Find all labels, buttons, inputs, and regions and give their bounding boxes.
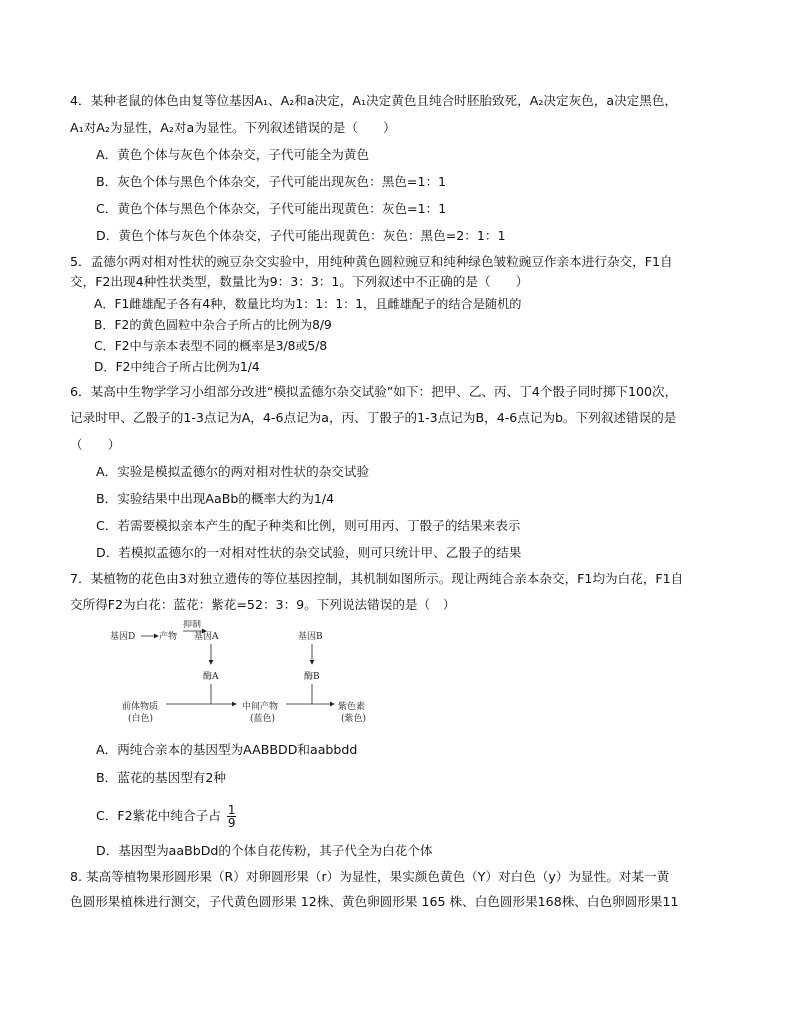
enzyme-b-label: 酶B [304, 672, 320, 682]
q7-stem-line1: 7．某植物的花色由3对独立遗传的等位基因控制，其机制如图所示。现让两纯合亲本杂交，F1均为白花，F1自 [70, 571, 684, 586]
intermediate-label: 中间产物 [242, 702, 279, 712]
q7-option-a: A．两纯合亲本的基因型为AABBDD和aabbdd [96, 742, 358, 757]
q7-stem-line2: 交所得F2为白花：蓝花：紫花=52：3：9。下列说法错误的是（ ） [70, 597, 456, 612]
q7-option-d: D．基因型为aaBbDd的个体自花传粉，其子代全为白花个体 [96, 843, 433, 858]
product-label: 产物 [159, 632, 178, 642]
pigment-label: 紫色素 [338, 702, 366, 712]
fraction-numerator: 1 [227, 803, 236, 817]
q5-stem-line2: 交，F2出现4种性状类型，数量比为9：3：3：1。下列叙述中不正确的是（ ） [70, 274, 529, 289]
q6-option-d: D．若模拟孟德尔的一对相对性状的杂交试验，则可只统计甲、乙骰子的结果 [96, 545, 522, 560]
q7-option-c-text: C．F2紫花中纯合子占 [96, 808, 221, 823]
q5-option-b: B．F2的黄色圆粒中杂合子所占的比例为8/9 [94, 318, 332, 332]
inhibit-label: 抑制 [183, 620, 202, 630]
pigment-color-label: (紫色) [341, 714, 367, 724]
q8-stem-line1: 8. 某高等植物果形圆形果（R）对卵圆形果（r）为显性，果实颜色黄色（Y）对白色（y）为显性。对某一黄 [70, 869, 670, 884]
gene-a-label: 基因A [194, 632, 219, 642]
q4-option-d: D．黄色个体与灰色个体杂交，子代可能出现黄色：灰色：黑色=2：1：1 [96, 228, 506, 243]
gene-d-label: 基因D [110, 632, 136, 642]
q4-option-a: A．黄色个体与灰色个体杂交，子代可能全为黄色 [96, 147, 370, 162]
q4-stem-line1: 4．某种老鼠的体色由复等位基因A₁、A₂和a决定，A₁决定黄色且纯合时胚胎致死，A₂决定灰色，a决定黑色， [70, 93, 678, 108]
fraction-denominator: 9 [227, 816, 236, 830]
q4-option-c: C．黄色个体与黑色个体杂交，子代可能出现黄色：灰色=1：1 [96, 201, 447, 216]
q6-stem-line2: 记录时甲、乙骰子的1-3点记为A，4-6点记为a，丙、丁骰子的1-3点记为B，4-6点记为b。下列叙述错误的是 [70, 410, 677, 425]
q5-option-d: D．F2中纯合子所占比例为1/4 [94, 360, 260, 374]
q6-option-c: C．若需要模拟亲本产生的配子种类和比例，则可用丙、丁骰子的结果来表示 [96, 518, 521, 533]
intermediate-color-label: (蓝色) [250, 714, 276, 724]
q7-option-b: B．蓝花的基因型有2种 [96, 770, 226, 785]
q6-stem-line3: （ ） [70, 437, 121, 452]
flower-color-pathway-diagram [110, 620, 400, 730]
gene-b-label: 基因B [298, 632, 323, 642]
q7-option-c [96, 804, 236, 829]
q6-option-b: B．实验结果中出现AaBb的概率大约为1/4 [96, 491, 335, 506]
q4-option-b: B．灰色个体与黑色个体杂交，子代可能出现灰色：黑色=1：1 [96, 174, 447, 189]
q4-stem-line2: A₁对A₂为显性，A₂对a为显性。下列叙述错误的是（ ） [70, 120, 396, 135]
q5-option-c: C．F2中与亲本表型不同的概率是3/8或5/8 [94, 339, 328, 353]
precursor-label: 前体物质 [122, 702, 159, 712]
precursor-color-label: (白色) [128, 714, 154, 724]
q6-stem-line1: 6．某高中生物学学习小组部分改进“模拟孟德尔杂交试验”如下：把甲、乙、丙、丁4个骰子同时掷下100次， [70, 384, 678, 399]
fraction-one-ninth [227, 804, 237, 829]
q5-option-a: A．F1雌雄配子各有4种，数量比均为1：1：1：1，且雌雄配子的结合是随机的 [94, 297, 522, 311]
enzyme-a-label: 酶A [203, 672, 219, 682]
q6-option-a: A．实验是模拟孟德尔的两对相对性状的杂交试验 [96, 464, 370, 479]
q5-stem-line1: 5．孟德尔两对相对性状的豌豆杂交实验中，用纯种黄色圆粒豌豆和纯种绿色皱粒豌豆作亲本进行杂交，F1自 [70, 254, 673, 269]
q8-stem-line2: 色圆形果植株进行测交，子代黄色圆形果 12株、黄色卵圆形果 165 株、白色圆形果168株、白色卵圆形果11 [70, 894, 679, 909]
